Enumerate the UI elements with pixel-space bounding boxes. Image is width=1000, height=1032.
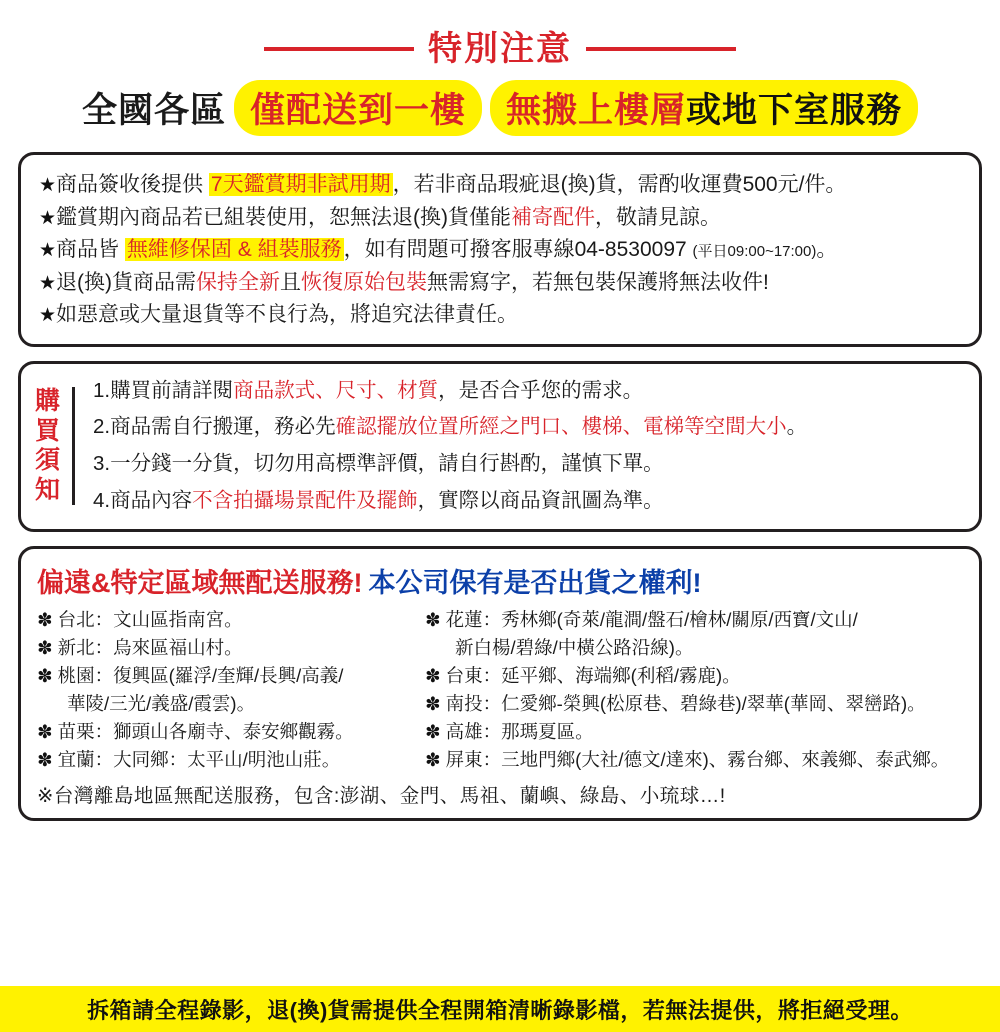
headline-banner (14, 80, 986, 136)
buy-0-seg-0: 1.購買前請詳閱 (93, 378, 234, 402)
remote-area-line (425, 690, 985, 718)
buy-3-seg-0: 4.商品內容 (93, 488, 193, 512)
purchase-note-line (93, 486, 807, 517)
title-rule-left (264, 47, 414, 51)
purchase-notes-label (35, 387, 75, 505)
remote-column-right (425, 606, 985, 775)
purchase-label-char: 買 (35, 416, 61, 445)
notice-list (39, 169, 961, 332)
star-icon: ★ (39, 272, 57, 294)
buy-1-seg-2: 。 (786, 415, 808, 439)
remote-area-line (37, 606, 419, 634)
star-icon: ★ (39, 240, 57, 262)
notice-box (18, 152, 982, 347)
headline-highlight-noservice (490, 80, 918, 136)
remote-area-box (18, 546, 982, 822)
headline-part1: 全國各區 (81, 91, 226, 130)
asterisk-icon: ✽ (425, 749, 446, 771)
notice-0-seg-2: ，若非商品瑕疵退(換)貨，需酌收運費500元/件。 (392, 173, 847, 196)
remote-left-text-3: 華陵/三光/義盛/霞雲)。 (67, 693, 256, 715)
headline-part3-red: 無搬上樓層 (506, 91, 687, 130)
purchase-note-line (93, 449, 807, 480)
purchase-label-char: 知 (35, 475, 61, 504)
remote-right-text-2: 台東：延平鄉、海端鄉(利稻/霧鹿)。 (445, 664, 741, 686)
buy-2-seg-0: 3.一分錢一分貨，切勿用高標準評價，請自行斟酌，謹慎下單。 (93, 452, 664, 476)
footer-bar (0, 986, 1000, 1032)
buy-1-seg-1: 確認擺放位置所經之門口、樓梯、電梯等空間大小 (335, 415, 787, 439)
islands-note: ※台灣離島地區無配送服務，包含:澎湖、金門、馬祖、蘭嶼、綠島、小琉球…! (37, 785, 726, 808)
buy-3-seg-1: 不含拍攝場景配件及擺飾 (192, 488, 418, 512)
asterisk-icon: ✽ (37, 664, 58, 686)
notice-line (39, 299, 961, 332)
purchase-label-char: 購 (35, 387, 61, 416)
remote-right-text-5: 屏東：三地門鄉(大社/德文/達來)、霧台鄉、來義鄉、泰武鄉。 (445, 749, 950, 771)
remote-area-line (37, 746, 419, 774)
star-icon: ★ (39, 207, 57, 229)
remote-area-heading (37, 561, 963, 600)
notice-1-seg-0: 鑑賞期內商品若已組裝使用，恕無法退(換)貨僅能 (56, 205, 512, 229)
remote-area-line (425, 746, 985, 774)
notice-line (39, 234, 961, 267)
asterisk-icon: ✽ (37, 636, 58, 658)
remote-area-line (425, 718, 985, 746)
footer-text: 拆箱請全程錄影，退(換)貨需提供全程開箱清晰錄影檔，若無法提供，將拒絕受理。 (87, 997, 913, 1023)
remote-area-line (37, 662, 419, 690)
notice-2-seg-0: 商品皆 (56, 238, 125, 262)
notice-line (39, 202, 961, 235)
headline-highlight-delivery: 僅配送到一樓 (234, 80, 482, 136)
notice-1-seg-1: 補寄配件 (511, 205, 596, 229)
notice-3-seg-0: 退(換)貨商品需 (56, 270, 197, 294)
title-row (14, 32, 986, 66)
buy-3-seg-2: ，實際以商品資訊圖為準。 (417, 488, 664, 512)
purchase-notes-box (18, 361, 982, 532)
remote-left-text-5: 宜蘭：大同鄉：太平山/明池山莊。 (57, 749, 341, 771)
remote-area-line (425, 662, 985, 690)
asterisk-icon: ✽ (425, 608, 446, 630)
buy-0-seg-2: ，是否合乎您的需求。 (438, 378, 644, 402)
asterisk-icon: ✽ (425, 693, 446, 715)
remote-column-left (37, 606, 419, 775)
remote-left-text-2: 桃園：復興區(羅浮/奎輝/長興/高義/ (57, 664, 344, 686)
asterisk-icon: ✽ (37, 749, 58, 771)
notice-2-seg-1: 無維修保固 & 組裝服務 (126, 238, 342, 262)
remote-area-line (37, 718, 419, 746)
remote-heading-blue: 本公司保有是否出貨之權利! (368, 567, 702, 598)
notice-3-seg-2: 且 (280, 270, 302, 294)
asterisk-icon: ✽ (425, 664, 446, 686)
promo-notice-page (0, 32, 1000, 1032)
remote-left-text-4: 苗栗：獅頭山各廟寺、泰安鄉觀霧。 (57, 721, 354, 743)
remote-area-line (37, 690, 419, 718)
star-icon: ★ (39, 305, 57, 327)
asterisk-icon: ✽ (37, 721, 58, 743)
purchase-note-line (93, 412, 807, 443)
buy-1-seg-0: 2.商品需自行搬運，務必先 (93, 415, 336, 439)
remote-heading-red: 偏遠&特定區域無配送服務! (37, 567, 363, 598)
notice-4-seg-0: 如惡意或大量退貨等不良行為，將追究法律責任。 (56, 303, 519, 327)
remote-left-text-1: 新北：烏來區福山村。 (57, 636, 243, 658)
notice-2-seg-4: 。 (816, 238, 838, 262)
notice-2-seg-3: (平日09:00~17:00) (692, 243, 817, 261)
remote-left-text-0: 台北：文山區指南宮。 (57, 608, 243, 630)
star-icon: ★ (39, 175, 57, 196)
remote-area-line (37, 634, 419, 662)
remote-area-line (425, 634, 985, 662)
title-rule-right (586, 47, 736, 51)
notice-line (39, 169, 961, 202)
remote-right-text-3: 南投：仁愛鄉-榮興(松原巷、碧綠巷)/翠華(華岡、翠巒路)。 (445, 693, 926, 715)
remote-right-text-0: 花蓮：秀林鄉(奇萊/龍澗/盤石/檜林/關原/西寶/文山/ (445, 608, 858, 630)
asterisk-icon: ✽ (37, 608, 58, 630)
buy-0-seg-1: 商品款式、尺寸、材質 (233, 378, 439, 402)
notice-3-seg-3: 恢復原始包裝 (301, 270, 428, 294)
notice-2-seg-2: ，如有問題可撥客服專線04-8530097 (343, 238, 693, 262)
headline-part3-black: 或地下室服務 (686, 91, 903, 130)
purchase-label-char: 須 (35, 446, 61, 475)
notice-3-seg-1: 保持全新 (196, 270, 281, 294)
remote-area-columns (37, 606, 963, 775)
notice-line (39, 267, 961, 300)
purchase-note-line (93, 376, 807, 407)
purchase-notes-list (89, 376, 807, 517)
notice-3-seg-4: 無需寫字，若無包裝保護將無法收件! (427, 270, 769, 294)
notice-1-seg-2: ，敬請見諒。 (595, 205, 722, 229)
page-title: 特別注意 (428, 30, 572, 68)
asterisk-icon: ✽ (425, 721, 446, 743)
remote-area-line (425, 606, 985, 634)
notice-0-seg-1: 7天鑑賞期非試用期 (210, 173, 391, 196)
notice-0-seg-0: 商品簽收後提供 (56, 173, 209, 196)
remote-right-text-1: 新白楊/碧綠/中橫公路沿線)。 (455, 636, 694, 658)
remote-right-text-4: 高雄：那瑪夏區。 (445, 721, 594, 743)
